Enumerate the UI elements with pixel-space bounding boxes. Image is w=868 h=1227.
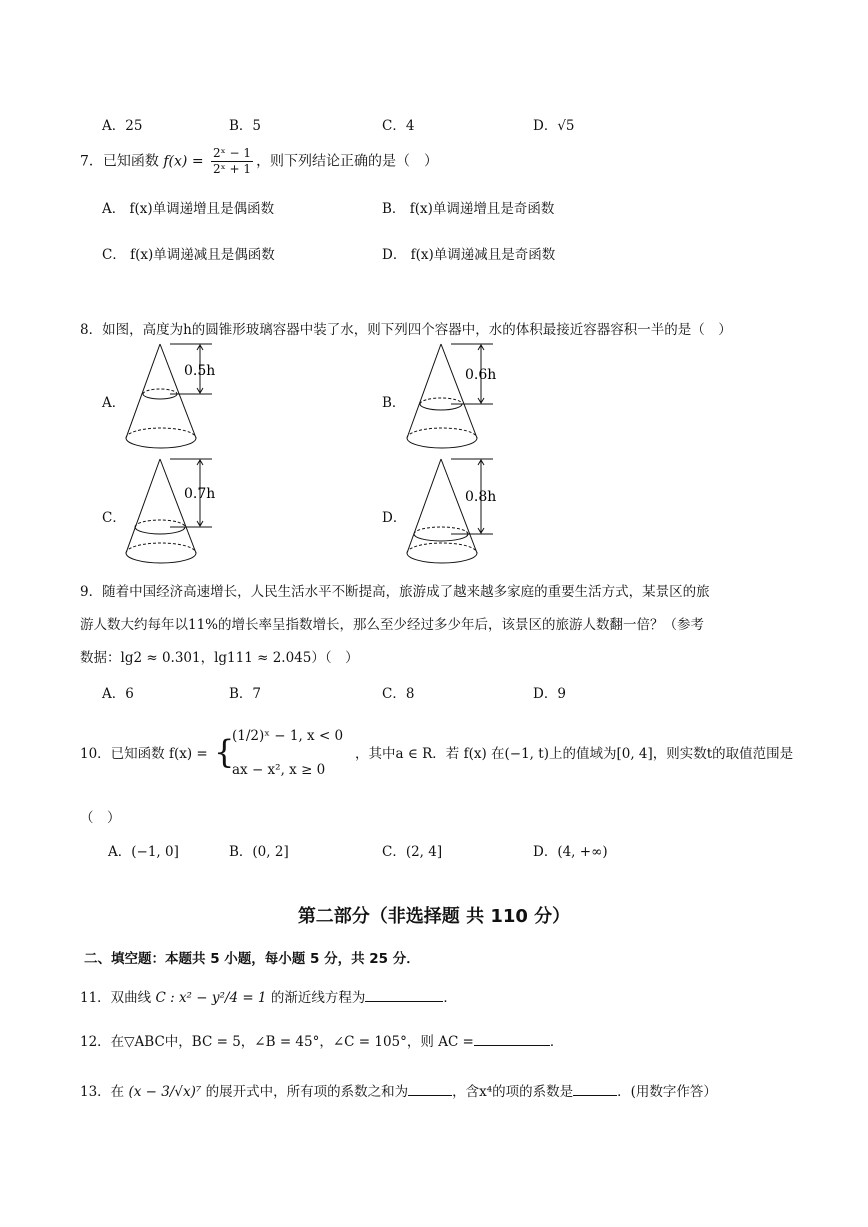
cone-c-height-label: 0.7h: [184, 486, 216, 502]
q7-option-c: C． f(x)单调递减且是偶函数: [102, 247, 275, 263]
q8-option-a: A．: [102, 395, 126, 411]
q12-answer-blank[interactable]: [474, 1045, 550, 1046]
q6-option-a: A．25: [102, 118, 143, 134]
q7-fraction: $\frac{\text{2ˣ − 1}}{\text{2ˣ + 1}}$: [213, 146, 252, 176]
q9-option-b: B．7: [229, 686, 262, 702]
q7-stem: 7．已知函数 f(x) = $\frac{\text{2ˣ − 1}}{\text{2ˣ + 1}}$ ，则下列结论正确的是（ ）: [80, 146, 439, 176]
q10-paren: （ ）: [80, 810, 121, 826]
q8-option-d: D．: [382, 510, 407, 526]
q8-option-c: C．: [102, 510, 126, 526]
q10-lead: 10．已知函数 f(x) =: [80, 746, 208, 762]
q9-option-c: C．8: [382, 686, 415, 702]
q10-brace: {: [214, 733, 235, 771]
q9-line-1: 9．随着中国经济高速增长，人民生活水平不断提高，旅游成了越来越多家庭的重要生活方式，某景区的旅: [80, 584, 710, 600]
q9-option-a: A．6: [102, 686, 134, 702]
q11-stem: 11．双曲线 C : x² − y²/4 = 1 的渐近线方程为 ．: [80, 990, 457, 1006]
q6-option-c: C．4: [382, 118, 415, 134]
cone-figure-c: [120, 455, 230, 573]
cone-d-height-label: 0.8h: [465, 489, 497, 505]
q10-option-a: A．(−1, 0]: [108, 844, 179, 860]
cone-figure-d: [401, 455, 511, 573]
q10-tail: ，其中a ∈ R．若 f(x) 在(−1, t)上的值域为[0, 4]，则实数t的取值范围是: [355, 746, 794, 762]
q13-answer-blank-2[interactable]: [573, 1095, 617, 1096]
cone-a-height-label: 0.5h: [184, 363, 216, 379]
q9-option-d: D．9: [533, 686, 566, 702]
q9-line-2: 游人数大约每年以11%的增长率呈指数增长，那么至少经过多少年后，该景区的旅游人数翻一倍？（参考: [80, 617, 705, 633]
cone-b-height-label: 0.6h: [465, 367, 497, 383]
q6-option-d: D．√5: [533, 118, 575, 134]
q8-stem: 8．如图，高度为h的圆锥形玻璃容器中装了水，则下列四个容器中，水的体积最接近容器容积一半的是（ ）: [80, 322, 732, 338]
q10-piece-2: ax − x², x ≥ 0: [232, 762, 326, 778]
q10-option-d: D．(4, +∞): [533, 844, 608, 860]
q13-answer-blank-1[interactable]: [408, 1095, 452, 1096]
part-two-title: 第二部分（非选择题 共 110 分）: [297, 906, 571, 927]
q10-option-c: C．(2, 4]: [382, 844, 443, 860]
cone-figure-b: [401, 338, 511, 456]
q7-option-a: A． f(x)单调递增且是偶函数: [102, 201, 275, 217]
q9-line-3: 数据：lg2 ≈ 0.301，lg111 ≈ 2.045）（ ）: [80, 650, 359, 666]
q13-stem: 13．在 (x − 3/√x)⁷ 的展开式中，所有项的系数之和为 ，含x⁴的项的系数是 ．(用数字作答）: [80, 1084, 717, 1100]
q8-option-b: B．: [382, 395, 406, 411]
q12-stem: 12．在▽ABC中，BC = 5，∠B = 45°，∠C = 105°，则 AC = ．: [80, 1034, 564, 1050]
q7-option-b: B． f(x)单调递增且是奇函数: [382, 201, 555, 217]
cone-figure-a: [120, 338, 230, 456]
q6-option-b: B．5: [229, 118, 262, 134]
section-two-heading: 二、填空题：本题共 5 小题，每小题 5 分，共 25 分．: [84, 951, 420, 967]
q11-answer-blank[interactable]: [365, 1001, 443, 1002]
q10-piece-1: (1/2)ˣ − 1, x < 0: [232, 728, 344, 744]
q10-option-b: B．(0, 2]: [229, 844, 289, 860]
q7-option-d: D． f(x)单调递减且是奇函数: [382, 247, 556, 263]
